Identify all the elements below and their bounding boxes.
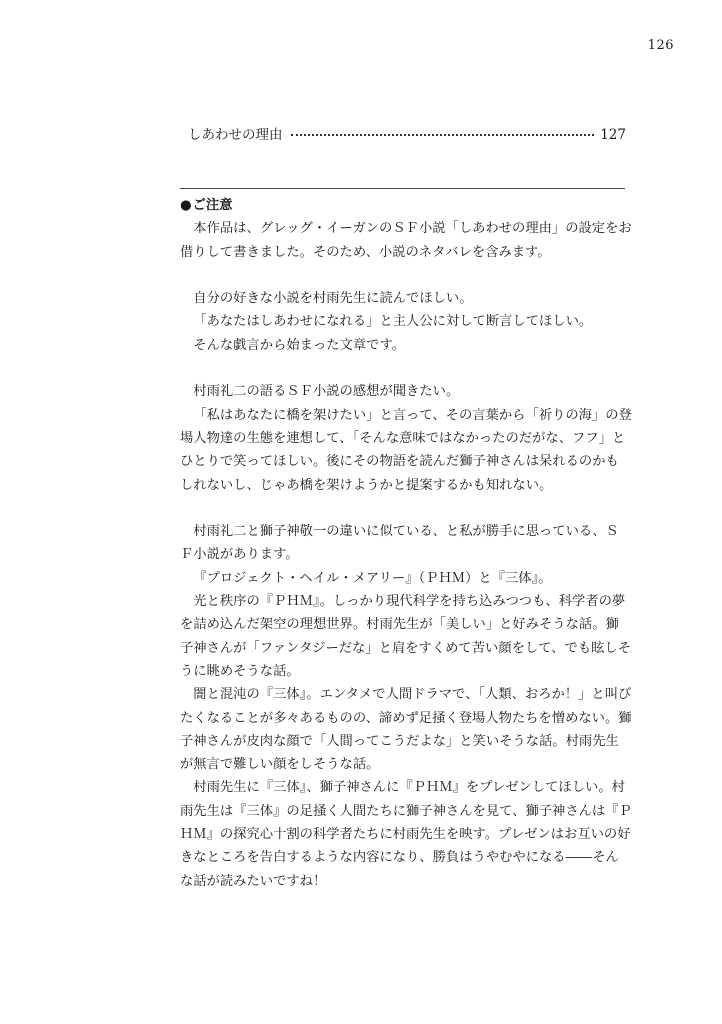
paragraph-gap (180, 357, 632, 380)
body-paragraph: 『プロジェクト・ヘイル・メアリー』（ＰＨＭ）と『三体』。 (193, 570, 552, 586)
body-paragraph: 村雨礼二と獅子神敬一の違いに似ている、と私が勝手に思っている、ＳＦ小説があります。 (180, 524, 619, 563)
page-number: 126 (647, 38, 674, 53)
body-paragraph: そんな戯言から始まった文章です。 (193, 337, 405, 353)
bullet-icon: ● (180, 198, 192, 213)
toc-page-number: 127 (600, 127, 626, 143)
toc-leader-dots (291, 134, 595, 136)
body-paragraph: 自分の好きな小説を村雨先生に読んでほしい。 (193, 291, 473, 307)
body-paragraph: 村雨礼二の語るＳＦ小説の感想が聞きたい。 (193, 384, 460, 400)
body-paragraph: 「私はあなたに橋を架けたい」と言って、その言葉から「祈りの海」の登場人物達の生態を連想して、「そんな意味ではなかったのだがな、フフ」とひとりで笑ってほしい。後にその物語を読んだ獅子神さんは呆れるのかもしれないし、じゃあ橋を架けようかと提案するかも知れない。 (180, 407, 632, 493)
notice-heading (180, 194, 632, 217)
body-paragraph: 村雨先生に『三体』、獅子神さんに『ＰＨＭ』をプレゼンしてほしい。村雨先生は『三体』の足掻く人間たちに獅子神さんを見て、獅子神さんは『ＰＨＭ』の探究心十割の科学者たちに村雨先生を映す。プレゼンはお互いの好きなところを告白するような内容になり、勝負はうやむやになる――そんな話が読みたいですね！ (180, 780, 632, 889)
toc-title: しあわせの理由 (188, 127, 283, 143)
paragraph-gap (180, 264, 632, 287)
body-paragraph: 闇と混沌の『三体』。エンタメで人間ドラマで、「人類、おろか！」と叫びたくなることが多々あるものの、諦めず足掻く登場人物たちを憎めない。獅子神さんが皮肉な顔で「人間ってこうだよな」と笑いそうな話。村雨先生が無言で難しい顔をしそうな話。 (180, 687, 632, 773)
toc-entry[interactable] (188, 123, 626, 143)
section-divider (180, 188, 625, 189)
body-paragraph: 「あなたはしあわせになれる」と主人公に対して断言してほしい。 (193, 314, 593, 330)
notice-paragraph: 本作品は、グレッグ・イーガンのＳＦ小説「しあわせの理由」の設定をお借りして書きました。そのため、小説のネタバレを含みます。 (180, 221, 632, 260)
body-paragraph: 光と秩序の『ＰＨＭ』。しっかり現代科学を持ち込みつつも、科学者の夢を詰め込んだ架空の理想世界。村雨先生が「美しい」と好みそうな話。獅子神さんが「ファンタジーだな」と肩をすくめて苦い顔をして、でも眩しそうに眺めそうな話。 (180, 594, 632, 679)
notice-block (180, 194, 632, 893)
notice-heading-text: ご注意 (192, 198, 233, 213)
paragraph-gap (180, 497, 632, 520)
